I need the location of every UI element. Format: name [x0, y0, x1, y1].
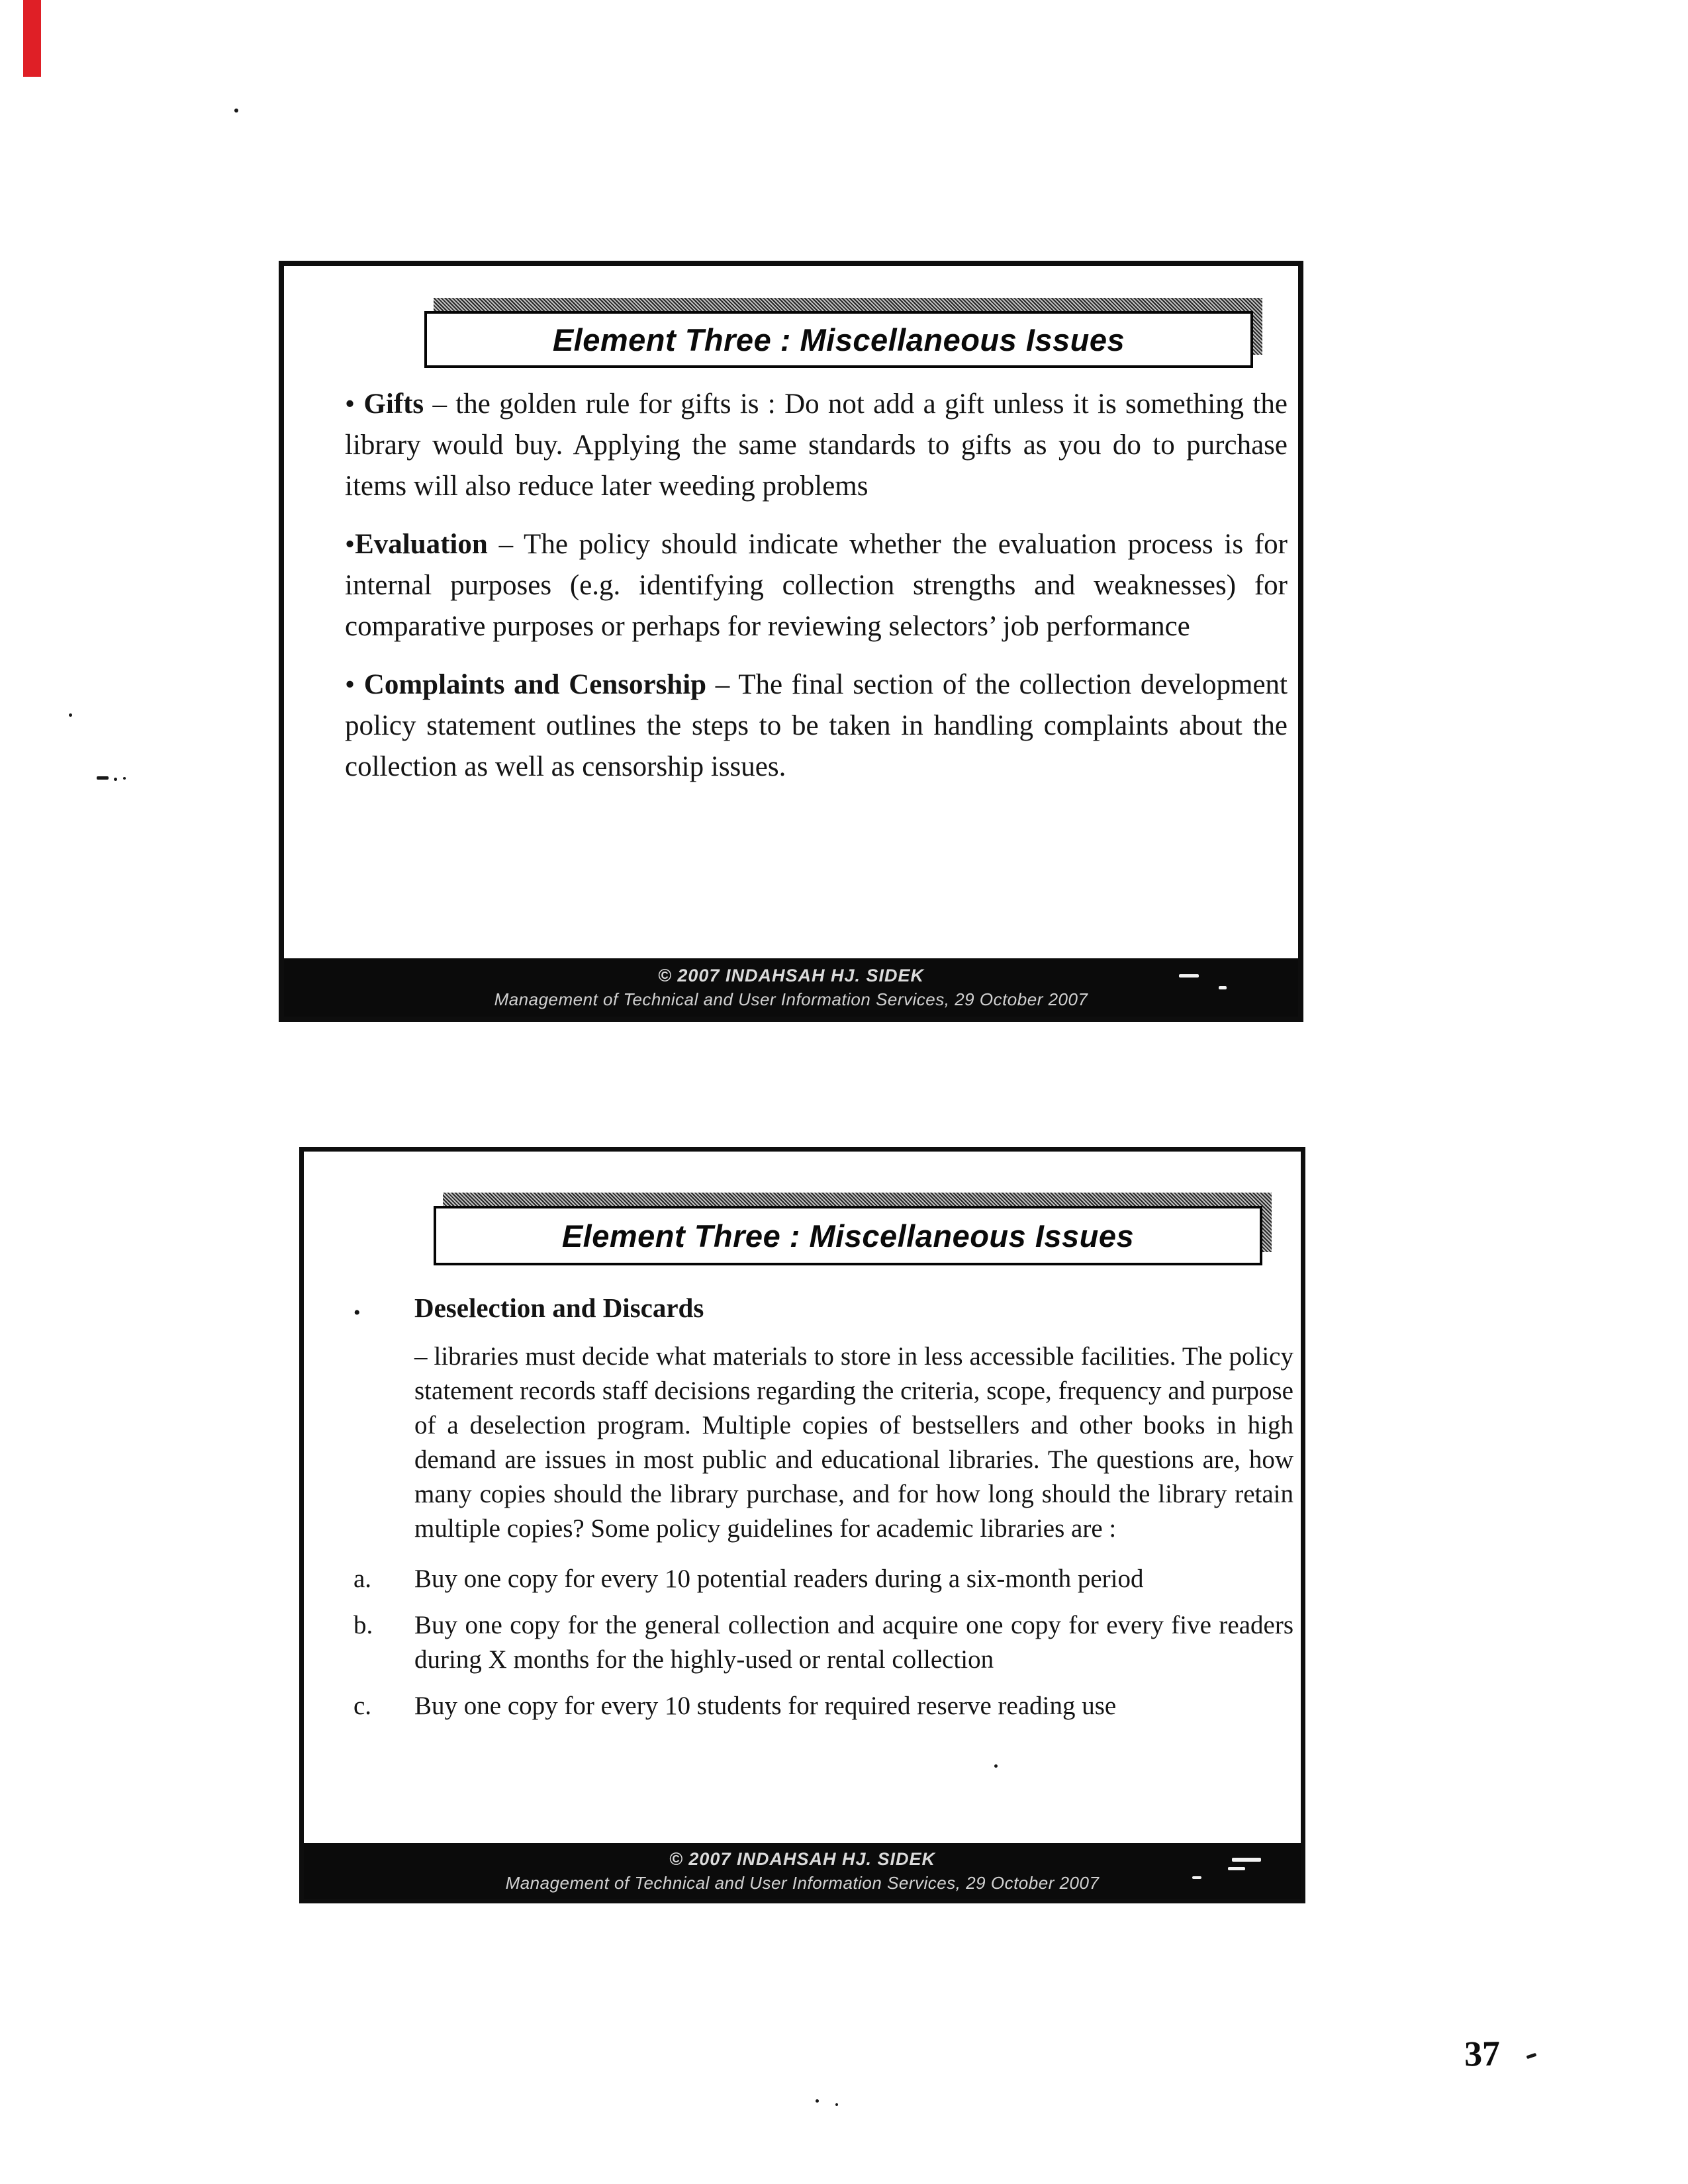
paragraph-lead: Evaluation — [355, 529, 488, 560]
list-item-c — [353, 1689, 1293, 1723]
paragraph-row — [353, 1340, 1293, 1546]
slide-1-title-text: Element Three : Miscellaneous Issues — [552, 322, 1125, 357]
slide-2-footer-band — [304, 1843, 1301, 1899]
list-text: Buy one copy for every 10 students for required reserve reading use — [414, 1692, 1117, 1720]
slide-1-title-box — [424, 311, 1253, 368]
slide-1-footer-band — [284, 958, 1298, 1017]
slide-1-body — [345, 384, 1288, 805]
paragraph-lead: Complaints and Censorship — [363, 669, 707, 700]
scan-speck — [994, 1764, 998, 1768]
slide-1-title — [424, 311, 1253, 368]
paragraph-text: – The final section of the collection development policy statement outlines the steps to be taken in handling complaints about the collection as well as censorship issues. — [345, 669, 1288, 782]
credit-line: Management of Technical and User Information Services, 29 October 2007 — [505, 1872, 1100, 1893]
scan-speck — [123, 777, 126, 780]
red-scan-mark — [23, 0, 41, 77]
page-number: 37 — [1464, 2033, 1501, 2074]
slide-2 — [299, 1147, 1305, 1903]
scan-speck — [234, 109, 238, 113]
list-letter: a. — [353, 1565, 372, 1593]
scan-noise-white — [1219, 986, 1227, 989]
section-heading: Deselection and Discards — [414, 1293, 704, 1323]
bullet-paragraph-complaints — [345, 664, 1288, 788]
list-item-b — [353, 1608, 1293, 1677]
paragraph-text: – libraries must decide what materials to store in less accessible facilities. The policy statement records staff decisions regarding the criteria, scope, frequency and purpose of a deselection program. Multiple copies of bestsellers and other books in high demand are issues in most public and educational libraries. The questions are, how many copies should the library purchase, and for how long should the library retain multiple copies? Some policy guidelines for academic libraries are : — [414, 1342, 1293, 1543]
scan-speck — [1526, 2053, 1537, 2059]
scan-noise-white — [1192, 1876, 1201, 1879]
list-letter: b. — [353, 1611, 373, 1639]
list-text: Buy one copy for the general collection and acquire one copy for every five readers during X months for the highly-used or rental collection — [414, 1611, 1293, 1674]
copyright-line: © 2007 INDAHSAH HJ. SIDEK — [658, 965, 924, 985]
bullet-paragraph-gifts — [345, 384, 1288, 507]
scan-speck — [835, 2103, 838, 2106]
slide-2-title-box — [434, 1206, 1262, 1265]
scan-noise-white — [1232, 1858, 1261, 1862]
scan-speck — [97, 776, 109, 780]
indent-spacer — [353, 1340, 414, 1546]
bullet-marker: • — [353, 1302, 361, 1324]
scan-noise-white — [1228, 1867, 1245, 1870]
list-letter: c. — [353, 1692, 372, 1720]
scan-speck — [816, 2099, 819, 2103]
list-item-a — [353, 1562, 1293, 1596]
bullet-marker: • — [345, 388, 364, 420]
paragraph-text: – the golden rule for gifts is : Do not add a gift unless it is something the library would buy. Applying the same standards to gifts as you do to purchase items will also reduce later weeding problems — [345, 388, 1288, 502]
copyright-line: © 2007 INDAHSAH HJ. SIDEK — [669, 1848, 935, 1869]
credit-line: Management of Technical and User Information Services, 29 October 2007 — [494, 989, 1088, 1009]
paragraph-text: – The policy should indicate whether the evaluation process is for internal purposes (e.g. identifying collection strengths and weaknesses) for comparative purposes or perhaps for reviewing selectors’ job performance — [345, 529, 1288, 642]
slide-2-title-text: Element Three : Miscellaneous Issues — [561, 1218, 1135, 1253]
bullet-paragraph-evaluation — [345, 524, 1288, 647]
list-text: Buy one copy for every 10 potential readers during a six-month period — [414, 1565, 1144, 1593]
slide-2-title — [434, 1206, 1262, 1265]
scan-speck — [69, 713, 72, 717]
bullet-marker: • — [345, 669, 364, 700]
paragraph-lead: Gifts — [363, 388, 424, 420]
heading-row — [353, 1291, 1293, 1330]
scan-speck — [114, 778, 117, 781]
slide-2-body — [353, 1291, 1293, 1735]
slide-1 — [279, 261, 1303, 1022]
scan-noise-white — [1179, 974, 1199, 978]
bullet-marker: • — [345, 529, 355, 560]
